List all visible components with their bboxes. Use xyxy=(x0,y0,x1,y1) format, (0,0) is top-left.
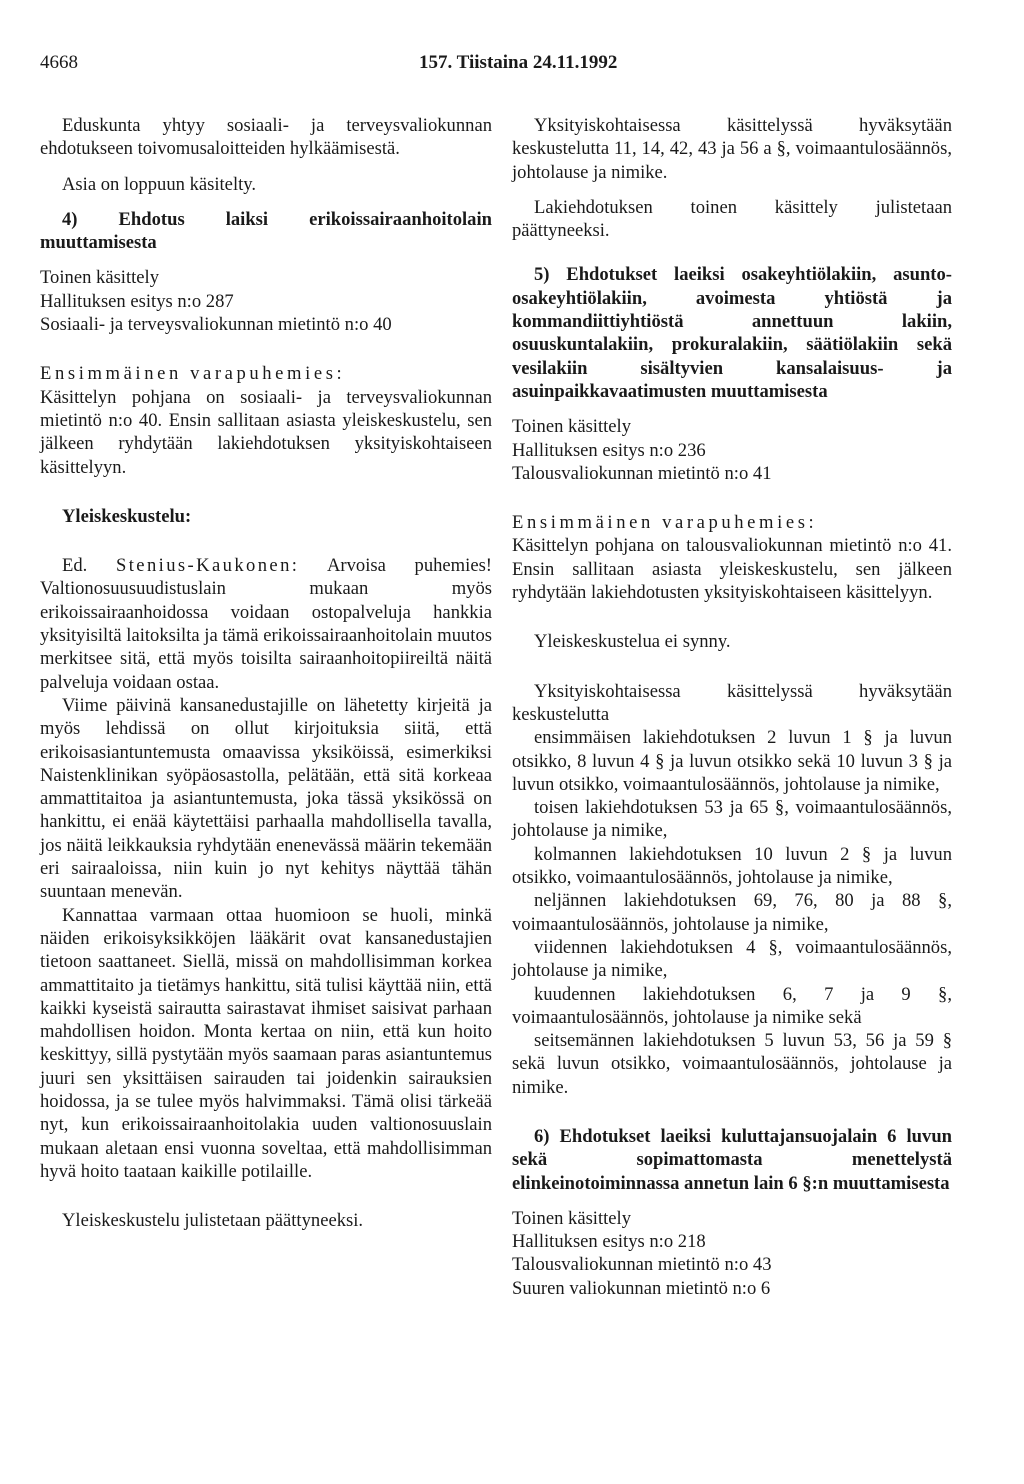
reading-label: Toinen käsittely xyxy=(512,416,632,438)
list-item: seitsemännen lakiehdotuksen 5 luvun 53, 56 ja 59 § sekä luvun otsikko, voimaantulosäännös, johtolause ja nimike. xyxy=(512,1030,952,1098)
government-bill: Hallituksen esitys n:o 218 xyxy=(512,1231,706,1253)
page-header xyxy=(40,52,984,76)
government-bill: Hallituksen esitys n:o 287 xyxy=(40,290,234,312)
list-item: kuudennen lakiehdotuksen 6, 7 ja 9 §, voimaantulosäännös, johtolause ja nimike sekä xyxy=(512,983,952,1028)
reading-label: Toinen käsittely xyxy=(40,267,160,289)
speaker-name: Ensimmäinen varapuhemies: xyxy=(512,512,818,534)
paragraph: Yleiskeskustelua ei synny. xyxy=(534,631,731,653)
grand-committee-report: Suuren valiokunnan mietintö n:o 6 xyxy=(512,1277,771,1299)
list-item: kolmannen lakiehdotuksen 10 luvun 2 § ja luvun otsikko, voimaantulosäännös, johtolause ja nimike, xyxy=(512,843,952,889)
agenda-item-6-title: 6) Ehdotukset laeiksi kuluttajansuojalain 6 luvun sekä sopimattomasta menettelystä elinkeinotoiminnassa annetun lain 6 §:n muuttamisesta xyxy=(512,1125,952,1194)
accepted-sections-list xyxy=(512,726,952,1099)
speech-text: Arvoisa puhemies! Valtionosuusuudistuslain mukaan myös erikoissairaanhoidossa voidaan ostopalveluja hankkia yksityisiltä laitoksilta ja tämä erikoissairaanhoitolain muutos merkitsee sitä, että myös toisilta sairaanhoitopiireiltä näitä palveluja voidaan ostaa. xyxy=(40,555,492,693)
list-item: toisen lakiehdotuksen 53 ja 65 §, voimaantulosäännös, johtolause ja nimike, xyxy=(512,797,952,842)
paragraph: Eduskunta yhtyy sosiaali- ja terveysvaliokunnan ehdotukseen toivomusaloitteiden hylkäämisestä. xyxy=(40,115,492,160)
reading-label: Toinen käsittely xyxy=(512,1207,632,1229)
speech-paragraph: Kannattaa varmaan ottaa huomioon se huoli, minkä näiden erikoisyksikköjen lääkärit ovat kansanedustajien tietoon saattaneet. Siellä, missä on mahdollisimman korkea ammattitaito ja tietämys hankittu, sitä tulisi käyttää niin, että kaikki kyseistä sairautta sairastavat ihmiset saisivat parhaan mahdollisen hoidon. Monta kertaa on niin, että kun hoito keskittyy, sillä pystytään myös saamaan paras asiantuntemus juuri sen yksittäisen sairauden tai joidenkin sairauksien hoidossa, ja se tulee myös halvimmaksi. Tämä olisi tärkeää nyt, kun erikoissairaanhoitolakia uuden valtionosuuslain mukaan aletaan ensi vuonna soveltaa, että mahdollisimman hyvä hoito taataan kaikille potilaille. xyxy=(40,904,492,1182)
list-item: viidennen lakiehdotuksen 4 §, voimaantulosäännös, johtolause ja nimike, xyxy=(512,936,952,982)
speaker-text: Käsittelyn pohjana on talousvaliokunnan mietintö n:o 41. Ensin sallitaan asiasta yleiskeskustelu, sen jälkeen ryhdytään lakiehdotusten yksityiskohtaiseen käsittelyyn. xyxy=(512,535,952,604)
closing-statement: Yleiskeskustelu julistetaan päättyneeksi. xyxy=(62,1210,364,1232)
speech-prefix: Ed. xyxy=(62,555,88,577)
agenda-item-5-title: 5) Ehdotukset laeiksi osakeyhtiölakiin, asunto-osakeyhtiölakiin, avoimesta yhtiöstä ja kommandiittiyhtiöstä annettuun lakiin, osuuskuntalakiin, prokuralakiin, säätiölakiin sekä vesilakiin sisältyvien kansalaisuus- ja asuinpaikkavaatimusten muuttamisesta xyxy=(512,264,952,402)
paragraph: Asia on loppuun käsitelty. xyxy=(62,173,257,195)
list-item: neljännen lakiehdotuksen 69, 76, 80 ja 88 §, voimaantulosäännös, johtolause ja nimike, xyxy=(512,890,952,935)
paragraph: Yksityiskohtaisessa käsittelyssä hyväksytään keskustelutta xyxy=(512,680,952,725)
committee-report: Talousvaliokunnan mietintö n:o 43 xyxy=(512,1254,772,1276)
government-bill: Hallituksen esitys n:o 236 xyxy=(512,439,706,461)
list-item: ensimmäisen lakiehdotuksen 2 luvun 1 § ja luvun otsikko, 8 luvun 4 § ja luvun otsikko sekä 10 luvun 3 § ja luvun otsikko, voimaantulosäännös, johtolause ja nimike, xyxy=(512,727,952,795)
agenda-item-4-title: 4) Ehdotus laiksi erikoissairaanhoitolain muuttamisesta xyxy=(40,208,492,254)
speaker-name: Stenius-Kaukonen: xyxy=(116,555,300,577)
paragraph: Yksityiskohtaisessa käsittelyssä hyväksytään keskustelutta 11, 14, 42, 43 ja 56 a §, voimaantulosäännös, johtolause ja nimike. xyxy=(512,115,952,183)
committee-report: Talousvaliokunnan mietintö n:o 41 xyxy=(512,462,772,484)
speaker-name: Ensimmäinen varapuhemies: xyxy=(40,363,346,385)
speaker-text: Käsittelyn pohjana on sosiaali- ja terveysvaliokunnan mietintö n:o 40. Ensin sallitaan asiasta yleiskeskustelu, sen jälkeen ryhdytään lakiehdotuksen yksityiskohtaiseen käsittelyyn. xyxy=(40,386,492,478)
left-column xyxy=(40,114,492,1232)
issue-date: 157. Tiistaina 24.11.1992 xyxy=(419,52,618,73)
paragraph: Lakiehdotuksen toinen käsittely julistetaan päättyneeksi. xyxy=(512,196,952,242)
right-column xyxy=(512,114,952,1300)
speech-paragraph xyxy=(40,554,492,694)
page-number: 4668 xyxy=(40,52,78,73)
committee-report: Sosiaali- ja terveysvaliokunnan mietintö n:o 40 xyxy=(40,314,392,336)
speech-paragraph: Viime päivinä kansanedustajille on lähetetty kirjeitä ja myös lehdissä on ollut kirjoituksia siitä, että erikoisasiantuntemusta omaavissa yksiköissä, esimerkiksi Naistenklinikan syöpäosastolla, pelätään, että sitä korkeaa ammattitaitoa ja asiantuntemusta, joka tässä yksikössä on hankittu, ei enää käytettäisi parhaalla mahdollisella tavalla, jos näitä leikkauksia ryhdytään enenevässä määrin tekemään eri sairaaloissa, niin kuin jo nyt kehitys näyttää tähän suuntaan menevän. xyxy=(40,694,492,903)
debate-heading: Yleiskeskustelu: xyxy=(62,505,192,527)
